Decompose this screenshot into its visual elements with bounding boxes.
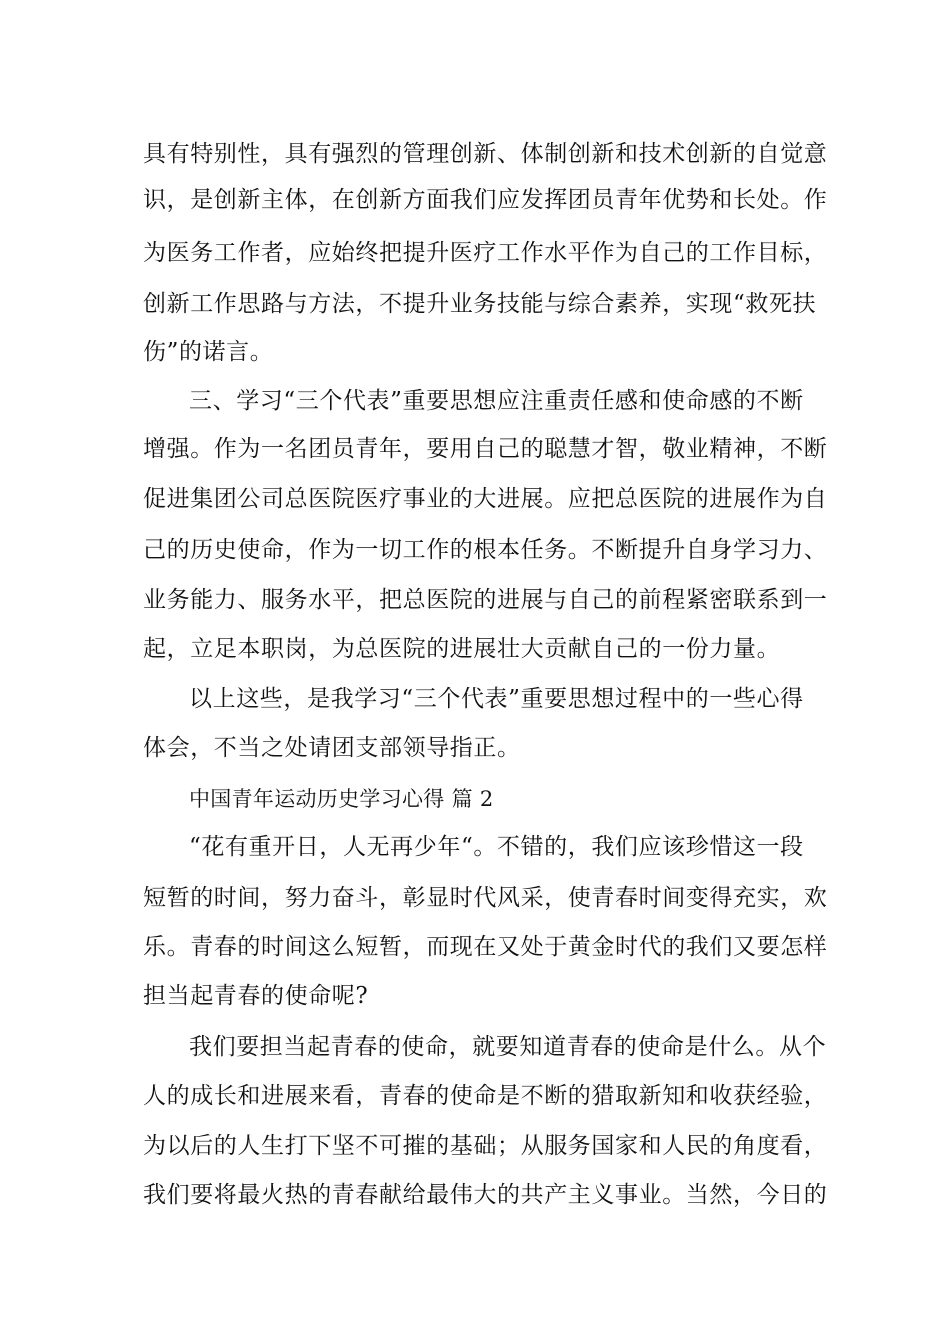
paragraph-line: 乐。青春的时间这么短暂，而现在又处于黄金时代的我们又要怎样 (143, 934, 828, 960)
paragraph-line: 创新工作思路与方法，不提升业务技能与综合素养，实现“救死扶 (143, 291, 817, 317)
paragraph-line: 识，是创新主体，在创新方面我们应发挥团员青年优势和长处。作 (143, 187, 828, 213)
paragraph-line: 增强。作为一名团员青年，要用自己的聪慧才智，敬业精神，不断 (143, 436, 828, 462)
paragraph-line: 我们要担当起青春的使命，就要知道青春的使命是什么。从个 (189, 1034, 827, 1060)
paragraph-line: 为医务工作者，应始终把提升医疗工作水平作为自己的工作目标， (143, 240, 828, 266)
paragraph-line: 我们要将最火热的青春献给最伟大的共产主义事业。当然，今日的 (143, 1182, 828, 1208)
paragraph-line: 业务能力、服务水平，把总医院的进展与自己的前程紧密联系到一 (143, 587, 828, 613)
paragraph-line: 己的历史使命，作为一切工作的根本任务。不断提升自身学习力、 (143, 537, 828, 563)
paragraph-line: 短暂的时间，努力奋斗，彰显时代风采，使青春时间变得充实，欢 (143, 885, 828, 911)
paragraph-line: 具有特别性，具有强烈的管理创新、体制创新和技术创新的自觉意 (143, 141, 828, 167)
paragraph-line: “花有重开日，人无再少年“。不错的，我们应该珍惜这一段 (189, 834, 804, 860)
paragraph-line: 体会，不当之处请团支部领导指正。 (143, 735, 521, 761)
paragraph-line: 促进集团公司总医院医疗事业的大进展。应把总医院的进展作为自 (143, 486, 828, 512)
paragraph-line: 人的成长和进展来看，青春的使命是不断的猎取新知和收获经验， (143, 1083, 828, 1109)
paragraph-line: 伤”的诺言。 (143, 339, 274, 365)
paragraph-line: 担当起青春的使命呢? (143, 983, 369, 1009)
paragraph-line: 为以后的人生打下坚不可摧的基础；从服务国家和人民的角度看， (143, 1133, 828, 1159)
paragraph-line: 起，立足本职岗，为总医院的进展壮大贡献自己的一份力量。 (143, 636, 781, 662)
paragraph-line: 三、学习“三个代表”重要思想应注重责任感和使命感的不断 (189, 388, 804, 414)
paragraph-line: 以上这些，是我学习“三个代表”重要思想过程中的一些心得 (189, 686, 804, 712)
section-heading: 中国青年运动历史学习心得 篇 2 (189, 787, 494, 811)
